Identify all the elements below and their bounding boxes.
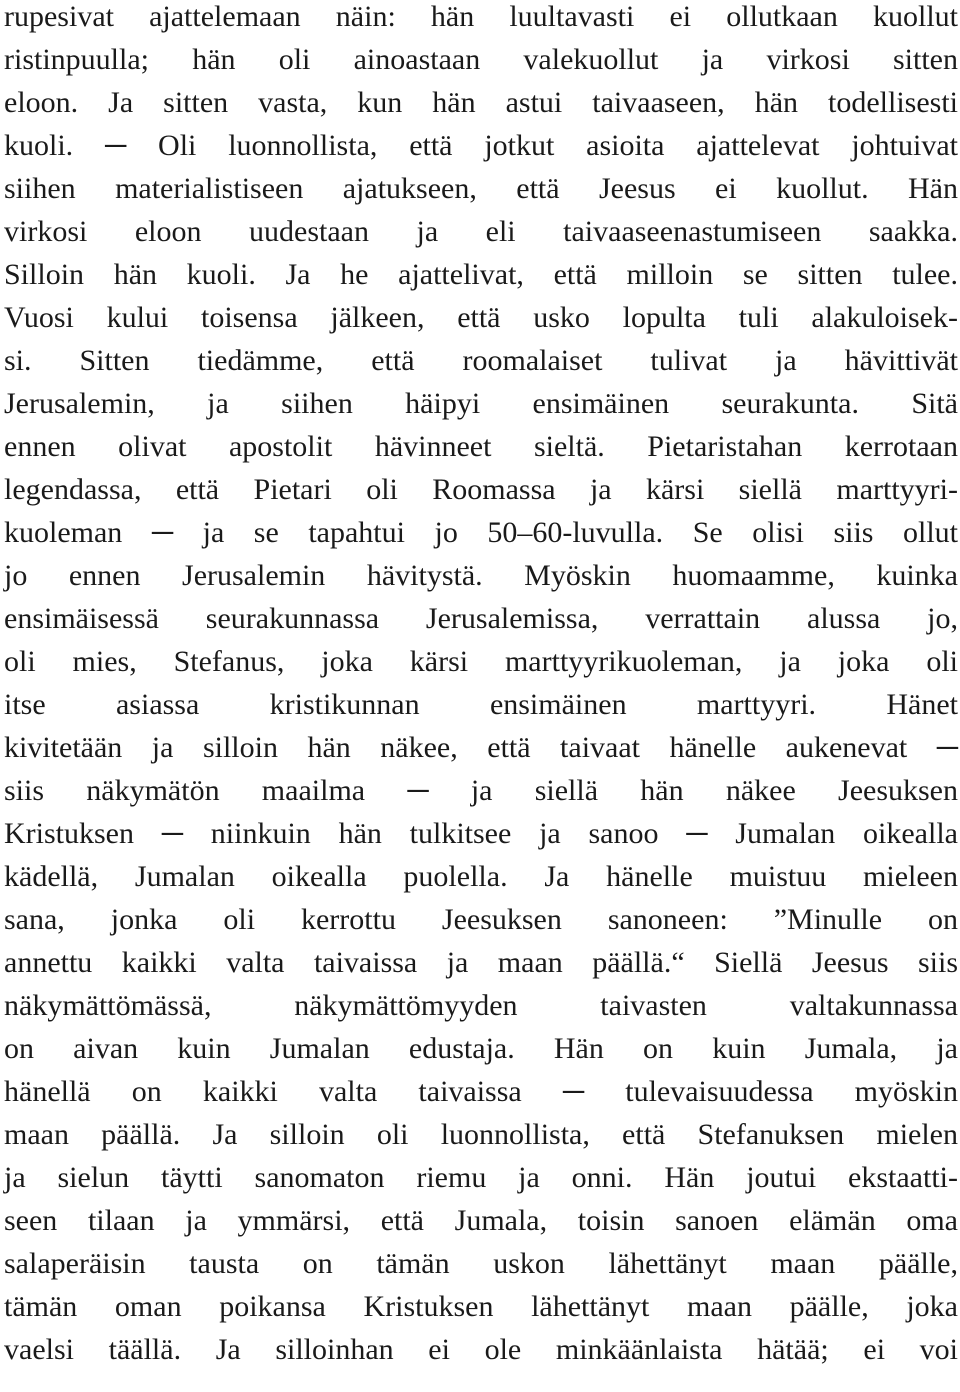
- text-line-5: siihen materialistiseen ajatukseen, että Jeesus ei kuollut. Hän: [4, 172, 958, 205]
- text-line-3: eloon. Ja sitten vasta, kun hän astui taivaaseen, hän todellisesti: [4, 86, 958, 119]
- text-line-20: Kristuksen ─ niinkuin hän tulkitsee ja sanoo ─ Jumalan oikealla: [4, 817, 958, 850]
- text-line-29: seen tilaan ja ymmärsi, että Jumala, toisin sanoen elämän oma: [4, 1204, 958, 1237]
- text-line-9: si. Sitten tiedämme, että roomalaiset tulivat ja hävittivät: [4, 344, 958, 377]
- text-line-8: Vuosi kului toisensa jälkeen, että usko lopulta tuli alakuloisek-: [4, 301, 958, 334]
- text-line-26: hänellä on kaikki valta taivaissa ─ tulevaisuudessa myöskin: [4, 1075, 958, 1108]
- text-line-22: sana, jonka oli kerrottu Jeesuksen sanoneen: ”Minulle on: [4, 903, 958, 936]
- text-line-16: oli mies, Stefanus, joka kärsi marttyyrikuoleman, ja joka oli: [4, 645, 958, 678]
- text-line-10: Jerusalemin, ja siihen häipyi ensimäinen seurakunta. Sitä: [4, 387, 958, 420]
- text-line-18: kivitetään ja silloin hän näkee, että taivaat hänelle aukenevat ─: [4, 731, 958, 764]
- text-line-11: ennen olivat apostolit hävinneet sieltä. Pietaristahan kerrotaan: [4, 430, 958, 463]
- text-line-7: Silloin hän kuoli. Ja he ajattelivat, että milloin se sitten tulee.: [4, 258, 958, 291]
- text-line-6: virkosi eloon uudestaan ja eli taivaaseenastumiseen saakka.: [4, 215, 958, 248]
- text-line-27: maan päällä. Ja silloin oli luonnollista, että Stefanuksen mielen: [4, 1118, 958, 1151]
- text-line-30: salaperäisin tausta on tämän uskon lähettänyt maan päälle,: [4, 1247, 958, 1280]
- text-line-17: itse asiassa kristikunnan ensimäinen marttyyri. Hänet: [4, 688, 958, 721]
- text-line-14: jo ennen Jerusalemin hävitystä. Myöskin huomaamme, kuinka: [4, 559, 958, 592]
- text-line-23: annettu kaikki valta taivaissa ja maan päällä.“ Siellä Jeesus siis: [4, 946, 958, 979]
- text-line-13: kuoleman ─ ja se tapahtui jo 50‒60-luvulla. Se olisi siis ollut: [4, 516, 958, 549]
- text-line-25: on aivan kuin Jumalan edustaja. Hän on kuin Jumala, ja: [4, 1032, 958, 1065]
- text-line-19: siis näkymätön maailma ─ ja siellä hän näkee Jeesuksen: [4, 774, 958, 807]
- text-line-28: ja sielun täytti sanomaton riemu ja onni. Hän joutui ekstaatti-: [4, 1161, 958, 1194]
- text-line-31: tämän oman poikansa Kristuksen lähettänyt maan päälle, joka: [4, 1290, 958, 1323]
- text-line-21: kädellä, Jumalan oikealla puolella. Ja hänelle muistuu mieleen: [4, 860, 958, 893]
- text-line-2: ristinpuulla; hän oli ainoastaan valekuollut ja virkosi sitten: [4, 43, 958, 76]
- text-line-24: näkymättömässä, näkymättömyyden taivasten valtakunnassa: [4, 989, 958, 1022]
- text-line-4: kuoli. ─ Oli luonnollista, että jotkut asioita ajattelevat johtuivat: [4, 129, 958, 162]
- text-line-12: legendassa, että Pietari oli Roomassa ja kärsi siellä marttyyri-: [4, 473, 958, 506]
- text-line-1: rupesivat ajattelemaan näin: hän luultavasti ei ollutkaan kuollut: [4, 0, 958, 33]
- text-line-15: ensimäisessä seurakunnassa Jerusalemissa, verrattain alussa jo,: [4, 602, 958, 635]
- text-line-32: vaelsi täällä. Ja silloinhan ei ole minkäänlaista hätää; ei voi: [4, 1333, 958, 1366]
